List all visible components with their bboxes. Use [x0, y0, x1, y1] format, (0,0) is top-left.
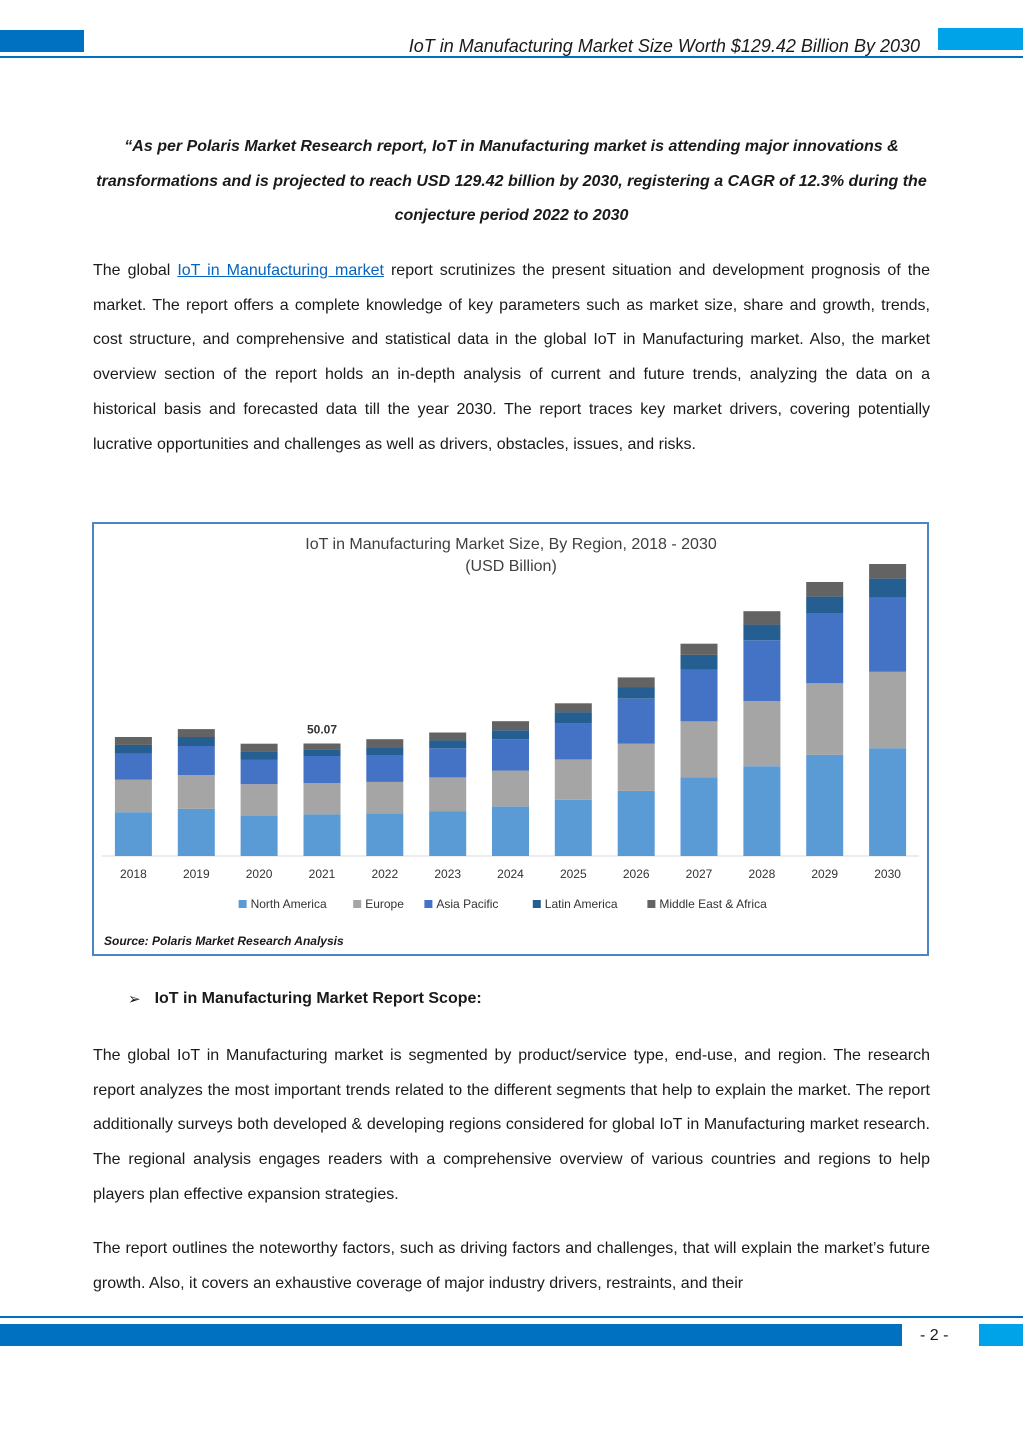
x-tick-label: 2030	[874, 867, 901, 881]
chart-annotations	[307, 723, 337, 737]
bar-segment-2029-1	[806, 683, 843, 755]
bar-segment-2028-1	[743, 701, 780, 766]
bar-segment-2021-4	[304, 744, 341, 750]
bar-segment-2030-3	[869, 579, 906, 598]
bar-segment-2019-0	[178, 809, 215, 856]
paragraph-overview-rest: report scrutinizes the present situation and development prognosis of the market. The report offers a complete knowledge of key parameters such as market size, share and growth, trends, cost structure, and comprehensive and statistical data in the global IoT in Manufacturing market. Also, the market overview section of the report holds an in-depth analysis of current and future trends, analyzing the data on a historical basis and forecasted data till the year 2030. The report traces key market drivers, covering potentially lucrative opportunities and challenges as well as drivers, obstacles, issues, and risks.	[93, 262, 930, 453]
bar-segment-2026-2	[618, 699, 655, 744]
bar-segment-2020-2	[241, 759, 278, 784]
bar-segment-2025-2	[555, 724, 592, 760]
bar-segment-2027-3	[681, 655, 718, 670]
bar-segment-2025-1	[555, 759, 592, 799]
chart-x-ticks	[120, 867, 901, 881]
header-title: IoT in Manufacturing Market Size Worth $129.42 Billion By 2030	[408, 36, 920, 56]
bar-segment-2021-0	[304, 814, 341, 856]
bar-segment-2018-3	[115, 745, 152, 754]
data-label: 50.07	[306, 722, 338, 737]
bar-segment-2022-1	[366, 782, 403, 813]
chart-subtitle: (USD Billion)	[465, 558, 557, 575]
bar-segment-2021-1	[304, 783, 341, 814]
bar-segment-2023-1	[429, 777, 466, 811]
bar-segment-2018-0	[115, 812, 152, 856]
footer-bar-right	[979, 1324, 1023, 1346]
chart-legend	[239, 897, 768, 911]
bar-segment-2020-0	[241, 816, 278, 856]
bar-segment-2030-0	[869, 748, 906, 856]
paragraph-overview-prefix: The global	[93, 262, 178, 279]
bar-segment-2026-0	[618, 791, 655, 856]
bar-segment-2021-2	[304, 756, 341, 783]
bar-segment-2018-4	[115, 737, 152, 745]
chart-title: IoT in Manufacturing Market Size, By Region, 2018 - 2030	[305, 536, 717, 553]
bar-segment-2027-4	[681, 644, 718, 655]
legend-label: Latin America	[544, 897, 618, 911]
bar-segment-2020-4	[241, 744, 278, 752]
x-tick-label: 2024	[497, 867, 524, 881]
bar-segment-2026-1	[618, 744, 655, 791]
bar-segment-2028-0	[743, 766, 780, 856]
x-tick-label: 2027	[685, 867, 713, 881]
chart-frame	[92, 522, 929, 956]
bar-segment-2023-2	[429, 748, 466, 777]
legend-swatch	[353, 900, 361, 908]
paragraph-segmentation: The global IoT in Manufacturing market is segmented by product/service type, end-use, and region. The research report analyzes the most important trends related to the different segments that help to explain the market. The report additionally surveys both developed & developing regions considered for global IoT in Manufacturing market research. The regional analysis engages readers with a comprehensive overview of various countries and regions to help players plan effective expansion strategies.	[93, 1047, 930, 1203]
bar-segment-2019-3	[178, 737, 215, 746]
scope-heading-text: IoT in Manufacturing Market Report Scope:	[154, 990, 482, 1007]
bar-segment-2018-2	[115, 754, 152, 780]
bar-segment-2029-3	[806, 597, 843, 614]
x-tick-label: 2018	[120, 867, 147, 881]
bar-segment-2024-2	[492, 739, 529, 770]
footer-bar-left	[0, 1324, 902, 1346]
bar-segment-2019-4	[178, 729, 215, 737]
bar-segment-2022-0	[366, 813, 403, 856]
bar-segment-2029-2	[806, 613, 843, 683]
bar-segment-2024-4	[492, 721, 529, 730]
paragraph-overview	[93, 254, 930, 462]
x-tick-label: 2021	[308, 867, 336, 881]
bar-segment-2029-4	[806, 582, 843, 597]
bar-segment-2027-0	[681, 777, 718, 856]
bar-segment-2026-4	[618, 677, 655, 687]
scope-heading	[128, 990, 482, 1008]
bar-segment-2025-3	[555, 712, 592, 723]
market-report-link[interactable]: IoT in Manufacturing market	[177, 262, 384, 279]
bar-segment-2030-1	[869, 672, 906, 748]
legend-swatch	[239, 900, 247, 908]
header-bar-left	[0, 30, 84, 52]
bar-segment-2019-1	[178, 775, 215, 809]
market-size-chart	[94, 524, 927, 954]
bar-segment-2020-1	[241, 784, 278, 815]
x-tick-label: 2023	[434, 867, 462, 881]
bar-segment-2023-3	[429, 740, 466, 748]
bar-segment-2029-0	[806, 755, 843, 856]
bar-segment-2024-3	[492, 730, 529, 739]
legend-swatch	[424, 900, 432, 908]
bar-segment-2025-4	[555, 703, 592, 712]
x-tick-label: 2028	[748, 867, 776, 881]
x-tick-label: 2025	[559, 867, 587, 881]
bar-segment-2022-3	[366, 747, 403, 755]
bar-segment-2030-4	[869, 564, 906, 579]
legend-label: North America	[250, 897, 327, 911]
x-tick-label: 2022	[371, 867, 399, 881]
arrow-bullet-icon: ➢	[128, 991, 141, 1008]
footer-rule	[0, 1316, 1023, 1318]
bar-segment-2028-3	[743, 625, 780, 641]
chart-bars	[115, 564, 906, 856]
bar-segment-2022-4	[366, 739, 403, 747]
x-tick-label: 2029	[811, 867, 839, 881]
legend-label: Europe	[365, 897, 404, 911]
legend-label: Asia Pacific	[436, 897, 499, 911]
bar-segment-2025-0	[555, 800, 592, 856]
bar-segment-2022-2	[366, 755, 403, 782]
bar-segment-2019-2	[178, 746, 215, 775]
legend-label: Middle East & Africa	[659, 897, 767, 911]
x-tick-label: 2026	[622, 867, 650, 881]
bar-segment-2028-2	[743, 640, 780, 701]
bar-segment-2030-2	[869, 598, 906, 672]
header-bar-right	[938, 28, 1023, 50]
x-tick-label: 2020	[245, 867, 273, 881]
paragraph-factors: The report outlines the noteworthy factors, such as driving factors and challenges, that will explain the market’s future growth. Also, it covers an exhaustive coverage of major industry drivers, restraints, and their	[93, 1240, 930, 1292]
legend-swatch	[533, 900, 541, 908]
bar-segment-2018-1	[115, 780, 152, 813]
bar-segment-2027-2	[681, 670, 718, 722]
bar-segment-2028-4	[743, 611, 780, 625]
bar-segment-2021-3	[304, 749, 341, 756]
bar-segment-2024-0	[492, 807, 529, 856]
page-number: - 2 -	[920, 1327, 949, 1344]
intro-quote: “As per Polaris Market Research report, IoT in Manufacturing market is attending major innovations & transformations and is projected to reach USD 129.42 billion by 2030, registering a CAGR of 12.3% during the conjecture period 2022 to 2030	[96, 138, 927, 224]
bar-segment-2024-1	[492, 771, 529, 807]
chart-source: Source: Polaris Market Research Analysis	[104, 934, 344, 948]
bar-segment-2023-4	[429, 733, 466, 741]
bar-segment-2027-1	[681, 721, 718, 777]
bar-segment-2020-3	[241, 752, 278, 760]
legend-swatch	[647, 900, 655, 908]
header-rule	[0, 56, 1023, 58]
bar-segment-2023-0	[429, 811, 466, 856]
bar-segment-2026-3	[618, 688, 655, 699]
x-tick-label: 2019	[182, 867, 210, 881]
